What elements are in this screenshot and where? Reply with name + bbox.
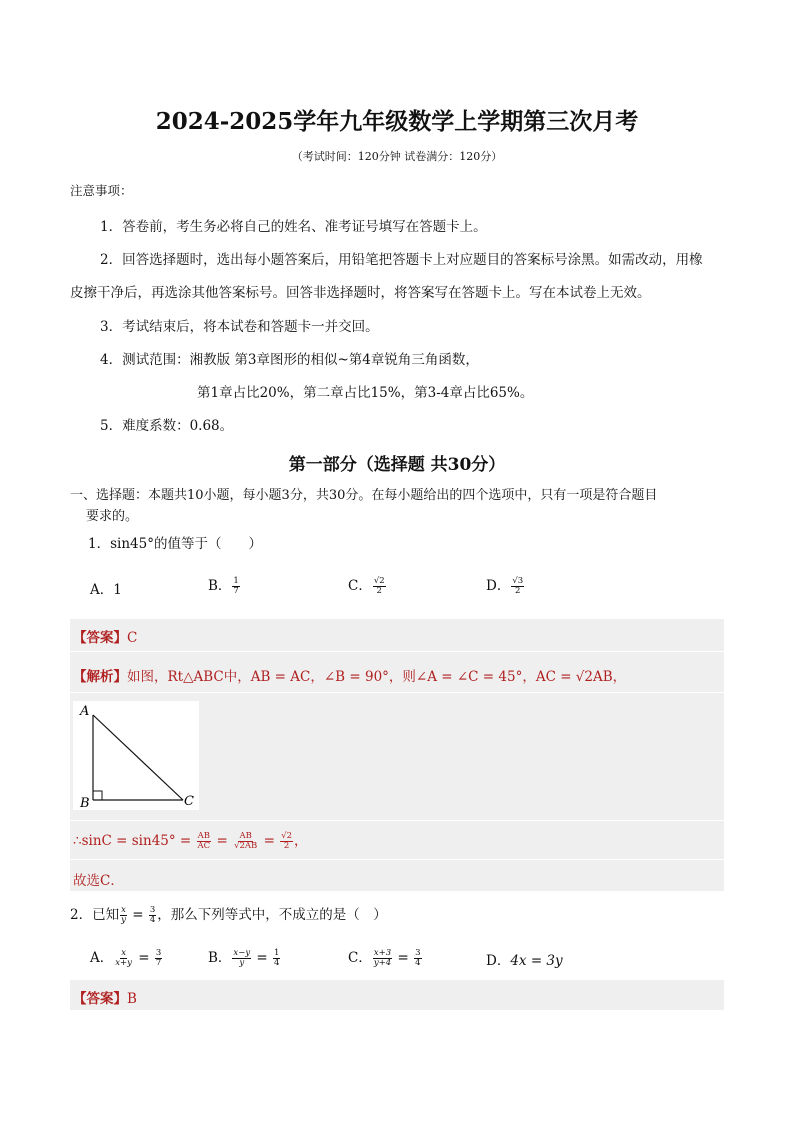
q2-option-a: A． $\frac{x}{x+y}$ = $\frac{3}{7}$ [90,948,162,968]
q1-conclusion: 故选C． [73,873,124,889]
q2-option-b: B． $\frac{x-y}{y}$ = $\frac{1}{4}$ [208,948,280,968]
notice-item-4: 4．测试范围：湘教版 第3章图形的相似~第4章锐角三角函数， [100,352,479,368]
q2-answer: 【答案】B [73,991,137,1007]
section-intro-cont: 要求的。 [86,509,139,524]
q1-answer: 【答案】C [73,630,138,646]
q1-option-a: A．1 [90,582,122,598]
section-title: 第一部分（选择题 共30分） [288,455,506,475]
q1-option-b: B． $\frac{1}{7}$ [208,576,239,596]
q1-option-c: C． $\frac{√2}{2}$ [348,576,385,596]
q2-answer-panel [70,980,724,1010]
q1-calculation: ∴sinC = sin45° = $\frac{AB}{AC}$ = $\frac{AB}{√2AB}$ = $\frac{√2}{2}$ ， [73,831,308,851]
notice-item-2-cont: 皮擦干净后，再选涂其他答案标号。回答非选择题时，将答案写在答题卡上。写在本试卷上无效。 [70,285,651,301]
q2-option-d: D．4x = 3y [486,953,563,969]
question-1-stem: 1．sin45°的值等于（ ） [88,536,262,552]
notice-item-3: 3．考试结束后，将本试卷和答题卡一并交回。 [100,319,379,335]
divider [70,692,724,693]
vertex-a-label: A [80,704,90,719]
section-intro: 一、选择题：本题共10小题，每小题3分，共30分。在每小题给出的四个选项中，只有一项是符合题目 [70,488,658,503]
q1-option-d: D． $\frac{√3}{2}$ [486,576,524,596]
divider [70,820,724,821]
notice-heading: 注意事项： [70,183,133,198]
notice-item-1: 1．答卷前，考生务必将自己的姓名、准考证号填写在答题卡上。 [100,219,487,235]
notice-item-5: 5．难度系数：0.68。 [100,418,234,434]
exam-info: （考试时间：120分钟 试卷满分：120分） [291,150,503,163]
divider [70,651,724,652]
triangle-figure [73,701,199,810]
page-title: 2024-2025学年九年级数学上学期第三次月考 [155,108,639,135]
notice-item-4-cont: 第1章占比20%，第二章占比15%，第3-4章占比65%。 [197,385,534,401]
vertex-c-label: C [184,794,194,809]
divider [70,859,724,860]
q2-option-c: C． $\frac{x+3}{y+4}$ = $\frac{3}{4}$ [348,948,421,968]
question-2-stem: 2．已知 $\frac{x}{y}$ = $\frac{3}{4}$ ，那么下列等式中，不成立的是（ ） [70,905,387,925]
notice-item-2: 2．回答选择题时，选出每小题答案后，用铅笔把答题卡上对应题目的答案标号涂黑。如需改动，用橡 [100,252,703,268]
vertex-b-label: B [80,796,90,810]
q1-analysis: 【解析】如图，Rt△ABC中，AB = AC，∠B = 90°，则∠A = ∠C = 45°，AC = √2AB， [73,669,627,685]
